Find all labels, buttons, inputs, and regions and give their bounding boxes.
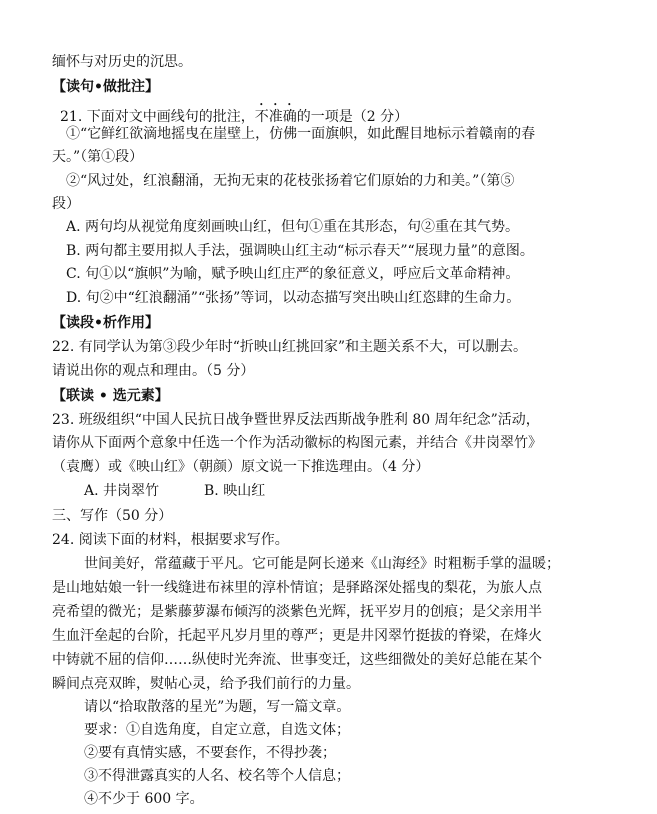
q21-sentence1-line2: 天。”（第①段） [52,149,144,165]
writing-requirement-2: ②要有真情实感，不要套作，不得抄袭； [84,745,336,761]
q21-sentence2-line1: ②“风过处，红浪翻涌，无拘无束的花枝张扬着它们原始的力和美。”（第⑤ [66,173,515,189]
material-line5: 中铸就不屈的信仰……纵使时光奔流、世事变迁，这些细微处的美好总能在某个 [52,652,542,668]
q23-option-b: B. 映山红 [204,483,266,499]
material-line3: 亮希望的微光；是紫藤萝瀑布倾泻的淡紫色光辉，抚平岁月的创痕；是父亲用半 [52,604,542,620]
q21-stem-part2: 的一项是（2 分） [296,109,409,125]
question-22-line1: 22. 有同学认为第③段少年时“折映山红挑回家”和主题关系不大，可以删去。 [52,339,528,355]
question-23-line2: 请你从下面两个意象中任选一个作为活动徽标的构图元素，并结合《井岗翠竹》 [52,435,542,451]
writing-requirement-4: ④不少于 600 字。 [84,791,204,807]
material-line1: 世间美好，常蕴藏于平凡。它可能是阿长递来《山海经》时粗粝手掌的温暖； [84,556,560,572]
q23-option-a: A. 井岗翠竹 [84,483,160,499]
question-22-line2: 请说出你的观点和理由。（5 分） [52,363,255,379]
q21-sentence2-line2: 段） [52,196,80,212]
writing-requirement-3: ③不得泄露真实的人名、校名等个人信息； [84,768,350,784]
section-heading-link-reading: 【联读 • 选元素】 [52,388,169,404]
q21-stem-part1: 21. 下面对文中画线句的批注， [60,109,255,125]
material-line6: 瞬间点亮双眸，熨帖心灵，给予我们前行的力量。 [52,676,360,692]
section-heading-read-paragraph: 【读段•析作用】 [52,315,159,331]
question-23-line1: 23. 班级组织“中国人民抗日战争暨世界反法西斯战争胜利 80 周年纪念”活动， [52,412,540,428]
section-heading-writing: 三、写作（50 分） [52,508,173,524]
material-line4: 生血汗垒起的台阶，托起平凡岁月里的尊严；更是井冈翠竹挺拔的脊梁，在烽火 [52,628,542,644]
continuation-text: 缅怀与对历史的沉思。 [52,54,192,70]
question-23-line3: （袁鹰）或《映山红》（朝颜）原文说一下推选理由。（4 分） [52,459,430,475]
q21-sentence1-line1: ①“它鲜红欲滴地摇曳在崖壁上，仿佛一面旗帜，如此醒目地标示着赣南的春 [66,126,536,142]
q21-option-b: B. 两句都主要用拟人手法，强调映山红主动“标示春天”“展现力量”的意图。 [66,243,534,259]
section-heading-read-sentence: 【读句•做批注】 [52,79,159,95]
writing-requirement-1: 要求：①自选角度，自定立意，自选文体； [84,722,350,738]
question-24-intro: 24. 阅读下面的材料，根据要求写作。 [52,532,289,548]
q21-stem-emphasis: 不准确 [254,109,297,125]
q21-option-c: C. 句①以“旗帜”为喻，赋予映山红庄严的象征意义，呼应后文革命精神。 [66,266,520,282]
writing-title-requirement: 请以“拾取散落的星光”为题，写一篇文章。 [84,699,351,715]
material-line2: 是山地姑娘一针一线缝进布袜里的淳朴情谊；是驿路深处摇曳的梨花，为旅人点 [52,580,542,596]
q21-option-a: A. 两句均从视觉角度刻画映山红，但句①重在其形态，句②重在其气势。 [66,219,520,235]
q21-option-d: D. 句②中“红浪翻涌”“张扬”等词，以动态描写突出映山红恣肆的生命力。 [66,290,521,306]
